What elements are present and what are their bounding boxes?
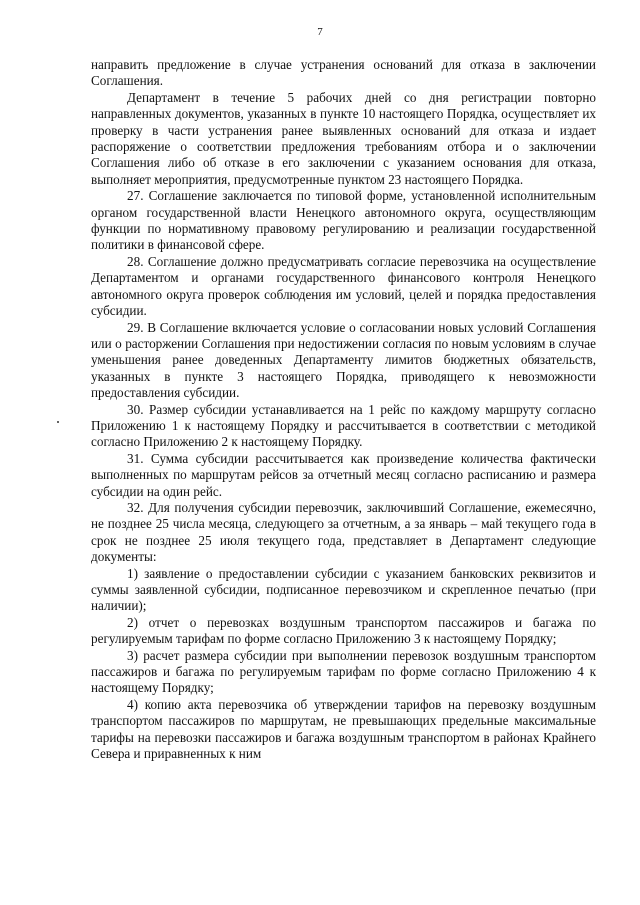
list-item-4: 4) копию акта перевозчика об утверждении тарифов на перевозку воздушным транспортом пассажиров по маршрутам, не превышающих предельные максимальные тарифы на перевозки пассажиров и багажа воздушным транспортом в районах Крайнего Севера и приравненных к ним	[91, 696, 596, 762]
paragraph-31: 31. Сумма субсидии рассчитывается как произведение количества фактически выполненных по маршрутам рейсов за отчетный месяц согласно расписанию и размера субсидии на один рейс.	[91, 450, 596, 499]
paragraph-27: 27. Соглашение заключается по типовой форме, установленной исполнительным органом государственной власти Ненецкого автономного округа, осуществляющим функции по нормативному правовому регулированию и реализации государственной политики в финансовой сфере.	[91, 188, 596, 253]
list-item-3: 3) расчет размера субсидии при выполнении перевозок воздушным транспортом пассажиров и багажа по регулируемым тарифам по форме согласно Приложению 4 к настоящему Порядку;	[91, 647, 596, 696]
paragraph-29: 29. В Соглашение включается условие о согласовании новых условий Соглашения или о расторжении Соглашения при недостижении согласия по новым условиям в случае уменьшения ранее доведенных Департаменту лимитов бюджетных обязательств, указанных в пункте 3 настоящего Порядка, приводящего к невозможности предоставления субсидии.	[91, 319, 596, 401]
paragraph-continuation: направить предложение в случае устранения оснований для отказа в заключении Соглашения.	[91, 57, 596, 89]
margin-mark	[57, 421, 59, 423]
list-item-1: 1) заявление о предоставлении субсидии с указанием банковских реквизитов и суммы заявленной субсидии, подписанное перевозчиком и скрепленное печатью (при наличии);	[91, 565, 596, 614]
paragraph-30: 30. Размер субсидии устанавливается на 1 рейс по каждому маршруту согласно Приложению 1 к настоящему Порядку и рассчитывается в соответствии с методикой согласно Приложению 2 к настоящему Порядку.	[91, 401, 596, 450]
paragraph-department-review: Департамент в течение 5 рабочих дней со дня регистрации повторно направленных документов, указанных в пункте 10 настоящего Порядка, осуществляет их проверку в части устранения ранее выявленных оснований для отказа и издает распоряжение о соответствии предложения требованиям отбора и о заключении Соглашения либо об отказе в его заключении с указанием основания для отказа, выполняет мероприятия, предусмотренные пунктом 23 настоящего Порядка.	[91, 89, 596, 187]
list-item-2: 2) отчет о перевозках воздушным транспортом пассажиров и багажа по регулируемым тарифам по форме согласно Приложению 3 к настоящему Порядку;	[91, 614, 596, 647]
paragraph-32: 32. Для получения субсидии перевозчик, заключивший Соглашение, ежемесячно, не позднее 25 числа месяца, следующего за отчетным, а за январь – май текущего года в срок не позднее 25 июля текущего года, представляет в Департамент следующие документы:	[91, 499, 596, 565]
page-number: 7	[317, 26, 323, 38]
document-body	[91, 57, 596, 762]
paragraph-28: 28. Соглашение должно предусматривать согласие перевозчика на осуществление Департаментом и органами государственного финансового контроля Ненецкого автономного округа проверок соблюдения им условий, целей и порядка предоставления субсидии.	[91, 253, 596, 319]
